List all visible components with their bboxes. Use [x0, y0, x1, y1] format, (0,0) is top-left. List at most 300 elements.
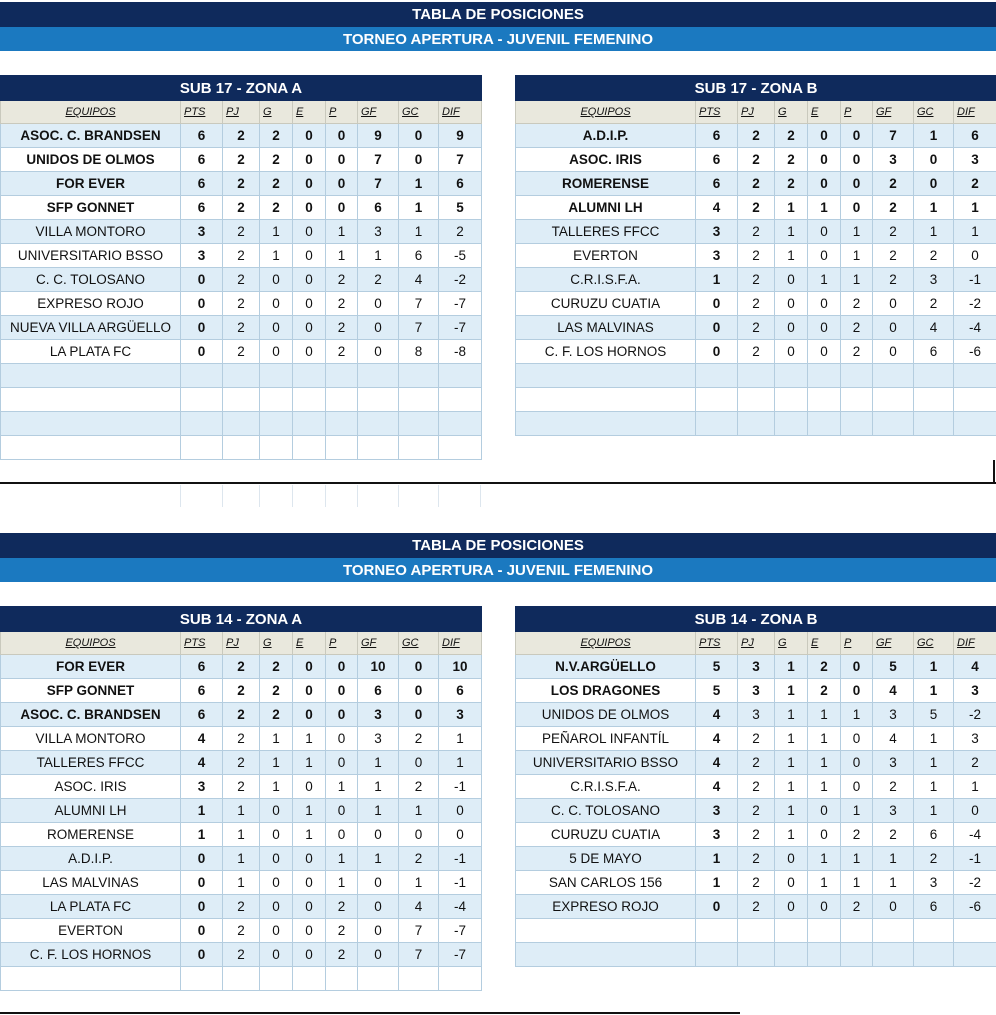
cell-g: 1 [775, 196, 808, 220]
cell-g: 0 [775, 268, 808, 292]
empty-cell [260, 388, 293, 412]
cell-p: 1 [326, 244, 358, 268]
empty-cell [914, 919, 954, 943]
empty-cell [1, 967, 181, 991]
cell-gf: 0 [873, 340, 914, 364]
empty-cell [293, 364, 326, 388]
cell-gf: 0 [358, 895, 399, 919]
cell-gc: 0 [399, 148, 439, 172]
cell-pj: 3 [738, 679, 775, 703]
empty-cell [260, 436, 293, 460]
column-header-g: G [775, 101, 808, 124]
cell-p: 1 [326, 220, 358, 244]
cell-team: VILLA MONTORO [1, 727, 181, 751]
empty-cell [516, 388, 696, 412]
cell-team: LOS DRAGONES [516, 679, 696, 703]
cell-pts: 1 [696, 847, 738, 871]
cell-team: A.D.I.P. [516, 124, 696, 148]
empty-cell [738, 388, 775, 412]
column-header-p: P [841, 632, 873, 655]
table-row [516, 148, 996, 172]
cell-dif: 1 [954, 220, 996, 244]
cell-dif: 6 [954, 124, 996, 148]
cell-gc: 1 [399, 799, 439, 823]
cell-team: CURUZU CUATIA [516, 823, 696, 847]
empty-cell [293, 436, 326, 460]
column-header-gf: GF [873, 101, 914, 124]
cell-gc: 1 [914, 124, 954, 148]
zone-title: SUB 17 - ZONA B [516, 76, 996, 101]
cell-gf: 2 [873, 775, 914, 799]
cell-gf: 0 [873, 895, 914, 919]
cell-pj: 2 [223, 655, 260, 679]
cell-team: EVERTON [516, 244, 696, 268]
cell-gf: 2 [873, 823, 914, 847]
table-row [516, 220, 996, 244]
cell-gc: 0 [399, 655, 439, 679]
cell-g: 0 [260, 895, 293, 919]
cell-gf: 4 [873, 727, 914, 751]
cell-pj: 2 [223, 148, 260, 172]
cell-pts: 3 [696, 244, 738, 268]
cell-dif: -4 [954, 316, 996, 340]
table-row [516, 823, 996, 847]
cell-dif: -1 [439, 775, 482, 799]
cell-p: 0 [841, 148, 873, 172]
cell-g: 2 [775, 124, 808, 148]
cell-p: 0 [326, 148, 358, 172]
cell-pj: 2 [223, 292, 260, 316]
table-row [516, 340, 996, 364]
table-row [1, 196, 482, 220]
cell-team: EVERTON [1, 919, 181, 943]
column-header-g: G [775, 632, 808, 655]
cell-pj: 2 [738, 316, 775, 340]
cell-pts: 6 [696, 124, 738, 148]
cell-g: 0 [775, 847, 808, 871]
cell-dif: 2 [954, 751, 996, 775]
cell-e: 1 [808, 268, 841, 292]
empty-cell [914, 943, 954, 967]
cell-e: 0 [808, 172, 841, 196]
cell-pj: 2 [223, 316, 260, 340]
table-row [516, 727, 996, 751]
cell-team: C. C. TOLOSANO [1, 268, 181, 292]
cell-team: ASOC. C. BRANDSEN [1, 124, 181, 148]
cell-g: 1 [260, 727, 293, 751]
cell-pj: 1 [223, 847, 260, 871]
cell-dif: 3 [954, 148, 996, 172]
cell-dif: 2 [439, 220, 482, 244]
cell-g: 1 [775, 775, 808, 799]
cell-dif: -7 [439, 919, 482, 943]
cell-gc: 7 [399, 919, 439, 943]
cell-e: 0 [293, 943, 326, 967]
gridline-fragment [292, 485, 293, 507]
cell-gf: 10 [358, 655, 399, 679]
cell-gc: 1 [914, 196, 954, 220]
empty-cell [914, 364, 954, 388]
zone-title: SUB 17 - ZONA A [1, 76, 482, 101]
cell-pj: 2 [223, 679, 260, 703]
column-header-e: E [808, 632, 841, 655]
empty-cell [1, 388, 181, 412]
cell-pts: 6 [696, 148, 738, 172]
cell-dif: 1 [954, 196, 996, 220]
cell-dif: -2 [439, 268, 482, 292]
cell-pts: 1 [696, 268, 738, 292]
column-header-row [1, 632, 482, 655]
column-header-pj: PJ [738, 632, 775, 655]
empty-cell [775, 364, 808, 388]
cell-pj: 2 [738, 292, 775, 316]
table-row [1, 847, 482, 871]
cell-g: 1 [260, 775, 293, 799]
cell-e: 1 [808, 847, 841, 871]
cell-pts: 0 [696, 292, 738, 316]
cell-gf: 7 [358, 172, 399, 196]
cell-dif: 6 [439, 172, 482, 196]
empty-cell [223, 364, 260, 388]
table-row [1, 751, 482, 775]
cell-g: 0 [775, 292, 808, 316]
zone-header-row [516, 607, 996, 632]
empty-cell [223, 436, 260, 460]
cell-e: 0 [293, 124, 326, 148]
column-header-p: P [841, 101, 873, 124]
empty-row [1, 388, 482, 412]
cell-e: 0 [293, 148, 326, 172]
cell-pts: 0 [181, 943, 223, 967]
cell-dif: -2 [954, 703, 996, 727]
empty-cell [914, 412, 954, 436]
cell-g: 0 [775, 895, 808, 919]
table-row [1, 172, 482, 196]
cell-team: C. C. TOLOSANO [516, 799, 696, 823]
empty-cell [808, 388, 841, 412]
cell-p: 2 [841, 895, 873, 919]
cell-gf: 2 [873, 268, 914, 292]
table-row [1, 655, 482, 679]
cell-g: 1 [775, 799, 808, 823]
cell-pts: 0 [181, 268, 223, 292]
cell-gc: 1 [914, 751, 954, 775]
table-row [1, 244, 482, 268]
cell-team: VILLA MONTORO [1, 220, 181, 244]
cell-gc: 1 [914, 799, 954, 823]
cell-pj: 2 [223, 172, 260, 196]
empty-cell [439, 967, 482, 991]
table-row [516, 751, 996, 775]
cell-pts: 4 [696, 703, 738, 727]
empty-cell [738, 943, 775, 967]
cell-p: 2 [326, 340, 358, 364]
empty-cell [696, 943, 738, 967]
cell-dif: 3 [954, 679, 996, 703]
cell-gf: 0 [358, 943, 399, 967]
cell-gf: 2 [358, 268, 399, 292]
empty-cell [181, 967, 223, 991]
gridline-fragment [222, 485, 223, 507]
cell-gf: 2 [873, 172, 914, 196]
empty-cell [516, 412, 696, 436]
empty-cell [516, 919, 696, 943]
cell-dif: -1 [954, 847, 996, 871]
cell-g: 1 [775, 703, 808, 727]
cell-team: UNIDOS DE OLMOS [1, 148, 181, 172]
column-header-pj: PJ [223, 101, 260, 124]
cell-gc: 0 [399, 823, 439, 847]
cell-e: 0 [293, 655, 326, 679]
cell-e: 0 [293, 196, 326, 220]
cell-pj: 2 [738, 340, 775, 364]
column-header-g: G [260, 101, 293, 124]
cell-pj: 2 [223, 340, 260, 364]
cell-gc: 1 [399, 871, 439, 895]
table-row [1, 775, 482, 799]
cell-pts: 0 [696, 340, 738, 364]
cell-gf: 0 [358, 871, 399, 895]
cell-dif: 10 [439, 655, 482, 679]
column-header-team: EQUIPOS [1, 101, 181, 124]
cell-p: 0 [841, 124, 873, 148]
column-header-row [516, 101, 996, 124]
cell-gf: 2 [873, 244, 914, 268]
empty-cell [841, 943, 873, 967]
cell-pts: 0 [181, 316, 223, 340]
cell-e: 0 [808, 292, 841, 316]
cell-g: 0 [260, 871, 293, 895]
cell-gf: 6 [358, 679, 399, 703]
cell-pts: 3 [181, 775, 223, 799]
cell-pts: 6 [181, 148, 223, 172]
cell-pj: 2 [223, 751, 260, 775]
cell-dif: -6 [954, 340, 996, 364]
cell-gf: 0 [873, 292, 914, 316]
empty-cell [260, 364, 293, 388]
cell-gf: 1 [358, 751, 399, 775]
cell-e: 0 [293, 316, 326, 340]
empty-cell [181, 412, 223, 436]
cell-gf: 4 [873, 679, 914, 703]
empty-cell [293, 967, 326, 991]
cell-team: C. F. LOS HORNOS [516, 340, 696, 364]
cell-team: FOR EVER [1, 172, 181, 196]
cell-gf: 7 [358, 148, 399, 172]
table-row [1, 124, 482, 148]
cell-p: 0 [841, 172, 873, 196]
cell-e: 1 [808, 775, 841, 799]
cell-pj: 1 [223, 823, 260, 847]
column-header-team: EQUIPOS [516, 632, 696, 655]
empty-row [1, 967, 482, 991]
empty-cell [873, 388, 914, 412]
cell-team: ALUMNI LH [516, 196, 696, 220]
cell-pts: 1 [181, 823, 223, 847]
column-header-row [1, 101, 482, 124]
cell-g: 0 [260, 919, 293, 943]
cell-pts: 4 [696, 751, 738, 775]
cell-dif: -2 [954, 871, 996, 895]
cell-gf: 0 [358, 340, 399, 364]
empty-cell [399, 436, 439, 460]
cell-gc: 6 [914, 340, 954, 364]
cell-p: 1 [841, 244, 873, 268]
cell-gc: 0 [399, 751, 439, 775]
empty-cell [181, 388, 223, 412]
cell-pts: 5 [696, 679, 738, 703]
cell-pj: 2 [223, 220, 260, 244]
cell-dif: -5 [439, 244, 482, 268]
empty-cell [399, 388, 439, 412]
cell-dif: 1 [439, 727, 482, 751]
column-header-p: P [326, 632, 358, 655]
table-row [1, 799, 482, 823]
empty-cell [223, 412, 260, 436]
empty-cell [399, 967, 439, 991]
empty-cell [775, 388, 808, 412]
empty-cell [326, 388, 358, 412]
empty-cell [1, 436, 181, 460]
cell-team: UNIDOS DE OLMOS [516, 703, 696, 727]
column-header-e: E [808, 101, 841, 124]
cell-gf: 3 [358, 220, 399, 244]
cell-pts: 0 [181, 847, 223, 871]
cell-dif: -4 [439, 895, 482, 919]
column-header-gc: GC [399, 632, 439, 655]
empty-cell [808, 943, 841, 967]
cell-g: 2 [260, 124, 293, 148]
cell-pj: 2 [223, 943, 260, 967]
cell-team: SFP GONNET [1, 196, 181, 220]
column-header-gf: GF [873, 632, 914, 655]
cell-team: ALUMNI LH [1, 799, 181, 823]
cell-e: 1 [293, 751, 326, 775]
cell-p: 0 [841, 679, 873, 703]
zone-title: SUB 14 - ZONA B [516, 607, 996, 632]
cell-e: 0 [808, 124, 841, 148]
cell-gc: 1 [399, 196, 439, 220]
column-header-gc: GC [399, 101, 439, 124]
cell-gc: 0 [399, 679, 439, 703]
column-header-gf: GF [358, 632, 399, 655]
column-header-dif: DIF [439, 101, 482, 124]
empty-cell [775, 943, 808, 967]
gridline-fragment [357, 485, 358, 507]
cell-gc: 0 [399, 124, 439, 148]
cell-dif: -4 [954, 823, 996, 847]
table-row [1, 268, 482, 292]
empty-cell [808, 919, 841, 943]
cell-p: 0 [326, 727, 358, 751]
cell-gf: 3 [358, 727, 399, 751]
zone-title: SUB 14 - ZONA A [1, 607, 482, 632]
empty-cell [841, 388, 873, 412]
cell-e: 0 [293, 172, 326, 196]
cell-p: 1 [841, 847, 873, 871]
cell-g: 1 [260, 244, 293, 268]
cell-e: 1 [293, 823, 326, 847]
empty-cell [1, 412, 181, 436]
column-header-dif: DIF [954, 101, 996, 124]
cell-gf: 0 [358, 292, 399, 316]
cell-gc: 8 [399, 340, 439, 364]
cell-dif: 7 [439, 148, 482, 172]
cell-gf: 1 [358, 847, 399, 871]
table-row [1, 919, 482, 943]
table-row [516, 244, 996, 268]
cell-gc: 4 [914, 316, 954, 340]
cell-team: ASOC. IRIS [1, 775, 181, 799]
empty-cell [399, 364, 439, 388]
cell-g: 1 [775, 220, 808, 244]
cell-gc: 2 [399, 775, 439, 799]
cell-p: 2 [326, 943, 358, 967]
cell-pts: 0 [696, 895, 738, 919]
cell-pj: 3 [738, 703, 775, 727]
cell-g: 2 [775, 172, 808, 196]
cell-gc: 3 [914, 268, 954, 292]
cell-e: 0 [293, 220, 326, 244]
table-row [516, 679, 996, 703]
empty-cell [954, 364, 996, 388]
cell-gc: 1 [914, 679, 954, 703]
cell-dif: -1 [954, 268, 996, 292]
cell-g: 0 [775, 340, 808, 364]
cell-g: 0 [260, 943, 293, 967]
cell-pts: 4 [181, 751, 223, 775]
cell-g: 2 [260, 655, 293, 679]
cell-e: 0 [293, 244, 326, 268]
cell-e: 2 [808, 655, 841, 679]
empty-cell [841, 412, 873, 436]
cell-team: FOR EVER [1, 655, 181, 679]
cell-gc: 1 [914, 727, 954, 751]
cell-g: 1 [775, 823, 808, 847]
standings-table-sub17-zona-b [515, 75, 996, 436]
cell-e: 0 [808, 220, 841, 244]
cell-gc: 0 [914, 172, 954, 196]
cell-dif: 5 [439, 196, 482, 220]
empty-cell [439, 436, 482, 460]
empty-cell [954, 388, 996, 412]
cell-pts: 6 [181, 655, 223, 679]
zone-header-row [1, 607, 482, 632]
cell-team: CURUZU CUATIA [516, 292, 696, 316]
cell-pts: 6 [181, 703, 223, 727]
cell-p: 0 [326, 124, 358, 148]
empty-cell [738, 919, 775, 943]
cell-pj: 2 [738, 172, 775, 196]
cell-dif: 9 [439, 124, 482, 148]
cell-gf: 7 [873, 124, 914, 148]
cell-p: 0 [841, 751, 873, 775]
cell-p: 2 [326, 292, 358, 316]
table-row [1, 703, 482, 727]
section-1-title: TABLA DE POSICIONES [0, 2, 996, 27]
cell-team: PEÑAROL INFANTÍL [516, 727, 696, 751]
empty-row [516, 943, 996, 967]
cell-pts: 6 [181, 679, 223, 703]
column-header-pts: PTS [181, 632, 223, 655]
gridline-fragment [259, 485, 260, 507]
section-2-title: TABLA DE POSICIONES [0, 533, 996, 558]
cell-pts: 3 [696, 799, 738, 823]
table-row [516, 703, 996, 727]
table-row [516, 895, 996, 919]
cell-dif: 0 [954, 799, 996, 823]
empty-cell [954, 943, 996, 967]
